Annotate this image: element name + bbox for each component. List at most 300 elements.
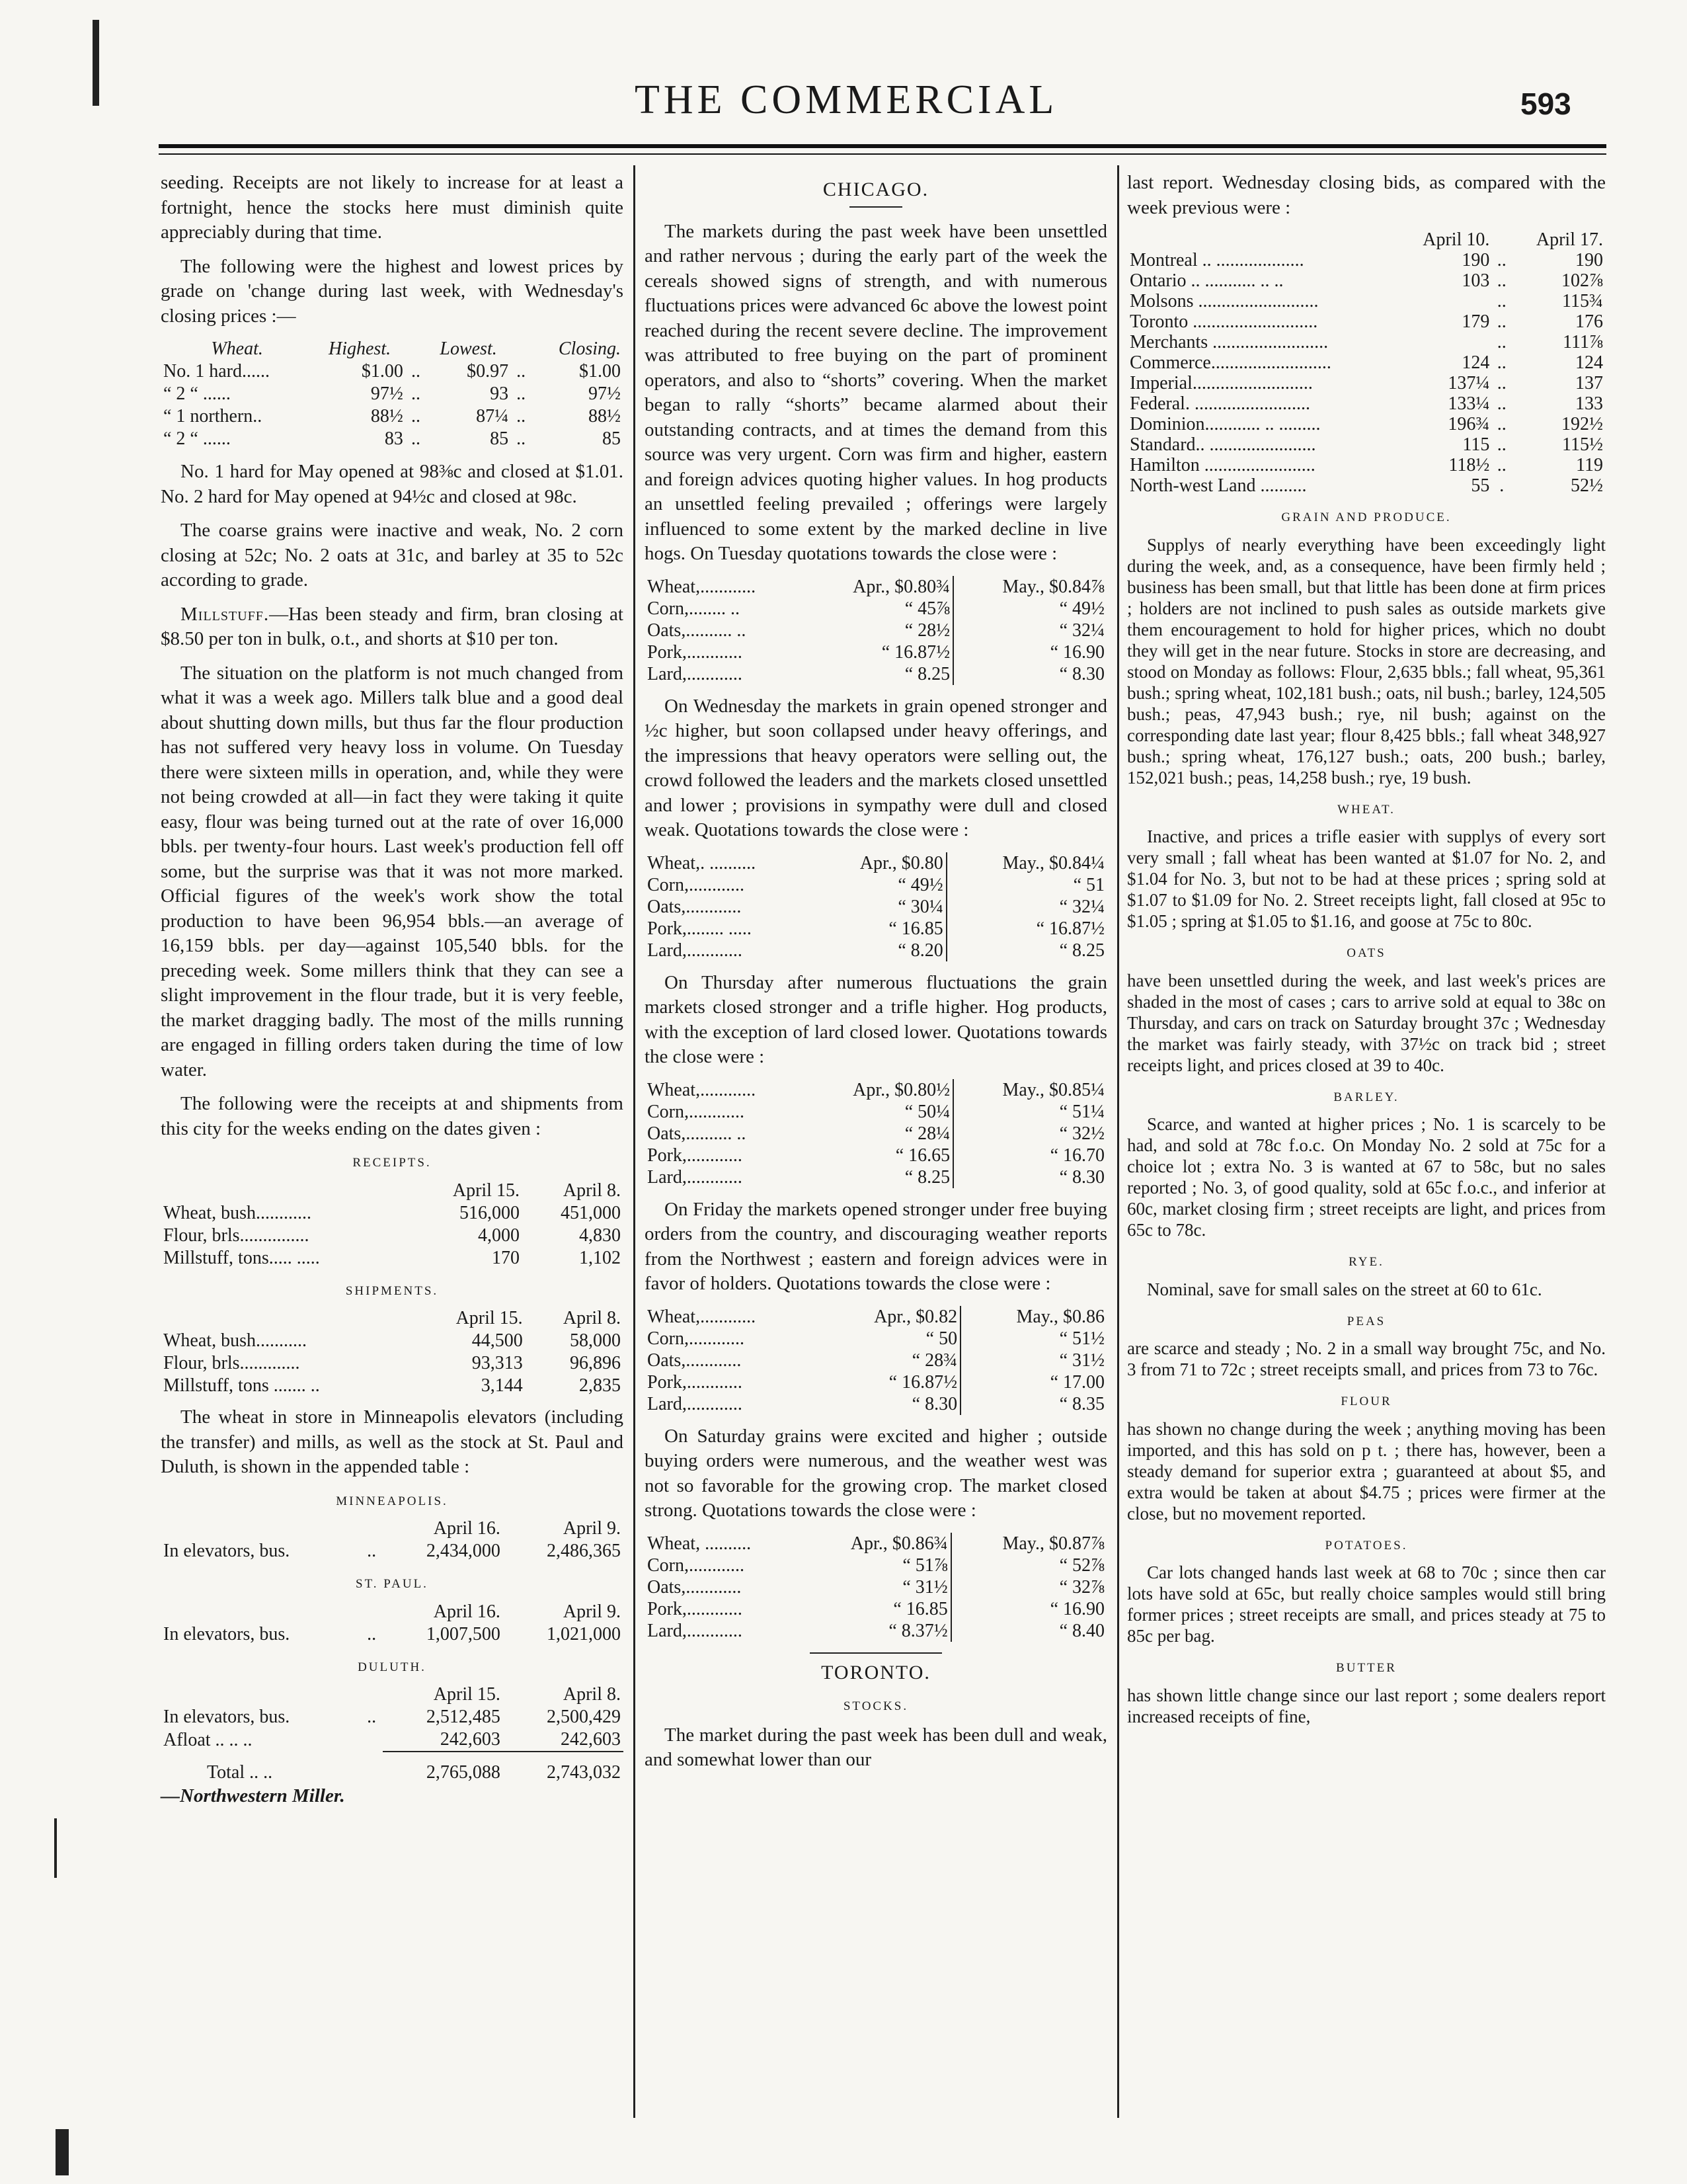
cell: 2,512,485 bbox=[426, 1707, 500, 1727]
paragraph: On Saturday grains were excited and higher ; outside buying orders were numerous, and the weather west was not so favorable for the growing crop. The market closed strong. Quotations towards the close were : bbox=[645, 1425, 1107, 1521]
cell: Apr., $0.86¾ bbox=[850, 1533, 948, 1554]
cell: .. bbox=[1497, 270, 1507, 291]
cell: .. bbox=[1497, 434, 1507, 455]
cell: 83 bbox=[384, 428, 403, 449]
cell: 85 bbox=[602, 428, 621, 449]
cell bbox=[360, 1728, 382, 1752]
paragraph: last report. Wednesday closing bids, as compared with the week previous were : bbox=[1127, 172, 1606, 218]
cell: “ 2 “ ...... bbox=[163, 428, 231, 449]
table-row bbox=[161, 1623, 623, 1646]
cell: Wheat,............ bbox=[647, 1306, 756, 1327]
header-rule-thin bbox=[159, 153, 1606, 155]
column-header: April 9. bbox=[563, 1518, 621, 1539]
cell: “ 51¼ bbox=[953, 1101, 1107, 1123]
cell: “ 17.00 bbox=[961, 1371, 1107, 1393]
paragraph: On Thursday after numerous fluctuations the grain markets closed stronger and a trifle higher. Hog products, with the exception of lard closed lower. Quotations towards the close were : bbox=[645, 971, 1107, 1067]
st-paul-title: ST. PAUL. bbox=[356, 1577, 428, 1591]
column-header: April 16. bbox=[433, 1601, 500, 1622]
column-header: April 8. bbox=[563, 1180, 621, 1201]
table-row bbox=[1127, 352, 1606, 373]
cell: “ 28¼ bbox=[904, 1123, 951, 1144]
column-header: Lowest. bbox=[440, 339, 497, 359]
total-row bbox=[161, 1752, 623, 1784]
cell: “ 16.87½ bbox=[947, 918, 1107, 940]
table-row bbox=[161, 1247, 623, 1270]
cell: “ 52⅞ bbox=[951, 1555, 1107, 1576]
cell: Oats,............ bbox=[647, 1350, 742, 1371]
paragraph: Inactive, and prices a trifle easier with supplys of every sort very small ; fall wheat has been wanted at $1.07 for No. 2, and $1.04 for No. 3, but not to be had at these prices ; spring sold at $1.07 to $1.09 for No. 2. Street receipts light, fall closed at 95c to $1.05 ; spring at $1.05 to $1.16, and goose at 75c to 80c. bbox=[1127, 827, 1606, 931]
cell: Pork,............ bbox=[647, 1598, 742, 1619]
cell: 115¾ bbox=[1562, 291, 1603, 311]
cell: 97½ bbox=[588, 384, 621, 404]
column-2 bbox=[645, 171, 1107, 1782]
column-header: April 8. bbox=[563, 1308, 621, 1328]
duluth-table bbox=[161, 1683, 623, 1784]
table-row bbox=[161, 383, 623, 405]
duluth-title: DULUTH. bbox=[358, 1660, 426, 1674]
cell: “ 28¾ bbox=[912, 1350, 958, 1371]
cell: Pork,............ bbox=[647, 641, 742, 663]
cell: 196¾ bbox=[1448, 414, 1490, 434]
cell: Imperial.......................... bbox=[1130, 373, 1313, 393]
paragraph: has shown little change since our last report ; some dealers report increased receipts of fine, bbox=[1127, 1685, 1606, 1726]
column-header: April 16. bbox=[433, 1518, 500, 1539]
quote-table-wednesday bbox=[645, 852, 1107, 961]
cell: .. bbox=[1497, 352, 1507, 373]
table-row bbox=[645, 598, 1107, 620]
cell: “ 32½ bbox=[953, 1123, 1107, 1145]
table-row bbox=[161, 1330, 623, 1352]
column-header: April 15. bbox=[452, 1180, 520, 1201]
cell: $1.00 bbox=[361, 361, 403, 382]
table-row bbox=[645, 874, 1107, 896]
cell: 4,830 bbox=[579, 1225, 621, 1246]
column-1 bbox=[161, 171, 623, 1809]
table-row bbox=[1127, 373, 1606, 393]
shipments-table bbox=[161, 1307, 623, 1397]
cell: Wheat,............ bbox=[647, 1079, 756, 1100]
cell: “ 16.70 bbox=[953, 1145, 1107, 1166]
paragraph: The market during the past week has been dull and weak, and somewhat lower than our bbox=[645, 1724, 1107, 1770]
cell: 119 bbox=[1576, 455, 1603, 475]
table-row bbox=[161, 1540, 623, 1562]
table-row bbox=[645, 1620, 1107, 1642]
cell: .. bbox=[411, 428, 420, 449]
table-row bbox=[645, 1393, 1107, 1415]
cell: Flour, brls............... bbox=[163, 1225, 309, 1246]
butter-title: BUTTER bbox=[1336, 1661, 1397, 1675]
cell: 137¼ bbox=[1448, 373, 1490, 393]
cell: “ 8.30 bbox=[953, 663, 1107, 685]
title-rule bbox=[849, 206, 902, 208]
table-row bbox=[161, 1375, 623, 1397]
cell: 192½ bbox=[1561, 414, 1603, 434]
table-row bbox=[161, 428, 623, 450]
table-row bbox=[645, 1576, 1107, 1598]
cell: .. bbox=[411, 384, 420, 404]
cell: Lard,............ bbox=[647, 940, 742, 961]
cell: .. bbox=[367, 1707, 377, 1727]
table-row bbox=[645, 663, 1107, 685]
cell: “ 16.87½ bbox=[881, 641, 951, 663]
cell: Wheat, .......... bbox=[647, 1533, 752, 1554]
cell: .. bbox=[1497, 311, 1507, 332]
cell: 124 bbox=[1462, 352, 1490, 373]
table-row bbox=[645, 576, 1107, 598]
cell: .. bbox=[1497, 291, 1507, 311]
minneapolis-title: MINNEAPOLIS. bbox=[336, 1494, 448, 1508]
cell: Corn,........ .. bbox=[647, 598, 740, 619]
cell: 85 bbox=[490, 428, 509, 449]
table-row bbox=[645, 641, 1107, 663]
rye-title: RYE. bbox=[1349, 1255, 1384, 1269]
cell: $0.97 bbox=[467, 361, 509, 382]
signature: —Northwestern Miller. bbox=[161, 1785, 345, 1806]
cell: “ 8.37½ bbox=[888, 1620, 948, 1641]
cell: “ 2 “ ...... bbox=[163, 384, 231, 404]
cell: “ 8.30 bbox=[912, 1393, 958, 1414]
cell: 93,313 bbox=[471, 1353, 523, 1373]
cell: “ 32¼ bbox=[953, 620, 1107, 641]
cell: .. bbox=[1497, 250, 1507, 270]
paragraph: Supplys of nearly everything have been exceedingly light during the week, and, as a consequence, have been firmly held ; business has been small, but that little has been done at firm prices ; holders are not inclined to push sales as outside markets give them encouragement to hold for higher prices, which no doubt they will get in the near future. Stocks in store are decreasing, and stood on Monday as follows: Flour, 2,635 bbls.; fall wheat, 95,361 bush.; spring wheat, 102,181 bush.; oats, nil bush.; barley, 124,505 bush.; peas, 47,943 bush.; rye, nil bush; against on the corresponding date last year; flour 8,425 bbls.; fall wheat 348,927 bush.; spring wheat, 176,127 bush.; oats, 200 bush.; barley, 152,021 bush.; peas, 14,258 bush.; rye, 19 bush. bbox=[1127, 534, 1606, 788]
cell: 2,765,088 bbox=[426, 1762, 500, 1783]
cell: “ 8.25 bbox=[904, 663, 951, 684]
quote-table-tuesday bbox=[645, 576, 1107, 685]
table-row bbox=[645, 1533, 1107, 1555]
binding-mark-top bbox=[93, 20, 99, 106]
paragraph: The following were the highest and lowest prices by grade on 'change during last week, with Wednesday's closing prices :— bbox=[161, 255, 623, 327]
cell: 115½ bbox=[1562, 434, 1603, 455]
table-row bbox=[645, 1123, 1107, 1145]
cell: Wheat,. .......... bbox=[647, 852, 756, 873]
cell: 55 bbox=[1471, 475, 1490, 496]
table-row bbox=[645, 940, 1107, 961]
cell: “ 49½ bbox=[953, 598, 1107, 620]
cell: Oats,.......... .. bbox=[647, 1123, 746, 1144]
table-row bbox=[161, 1352, 623, 1375]
cell: Wheat, bush........... bbox=[163, 1330, 307, 1351]
table-row bbox=[645, 620, 1107, 641]
cell: Pork,............ bbox=[647, 1145, 742, 1166]
paragraph: have been unsettled during the week, and last week's prices are shaded in the most of cases ; cars to arrive sold at equal to 38c on Thursday, and cars on track on Saturday brought 37c ; Wednesday the market was fairly steady, with 37½c on track bid ; street receipts light, and prices closed at 39 to 40c. bbox=[1127, 970, 1606, 1075]
cell: “ 16.85 bbox=[888, 918, 943, 939]
cell: .. bbox=[1497, 414, 1507, 434]
cell: Standard.. ....................... bbox=[1130, 434, 1316, 455]
cell: 2,486,365 bbox=[547, 1541, 621, 1561]
cell bbox=[1398, 291, 1493, 311]
cell: “ 8.25 bbox=[947, 940, 1107, 961]
flour-title: FLOUR bbox=[1341, 1395, 1392, 1408]
stocks-title: STOCKS. bbox=[843, 1699, 909, 1713]
cell: “ 51 bbox=[947, 874, 1107, 896]
cell: .. bbox=[367, 1623, 377, 1644]
binding-mark-middle bbox=[54, 1818, 57, 1878]
cell: 111⅞ bbox=[1563, 332, 1603, 352]
table-row bbox=[645, 1555, 1107, 1576]
st-paul-table bbox=[161, 1601, 623, 1646]
cell: May., $0.84⅞ bbox=[953, 576, 1107, 598]
potatoes-title: POTATOES. bbox=[1325, 1538, 1408, 1553]
cell: .. bbox=[1497, 393, 1507, 414]
cell: Hamilton ........................ bbox=[1130, 455, 1315, 475]
receipts-table bbox=[161, 1180, 623, 1270]
cell: . bbox=[1499, 475, 1505, 496]
cell: “ 30¼ bbox=[898, 896, 943, 917]
cell: “ 50¼ bbox=[904, 1101, 951, 1122]
cell: 2,434,000 bbox=[426, 1541, 500, 1561]
cell: In elevators, bus. bbox=[163, 1707, 290, 1727]
cell: Montreal .. ................... bbox=[1130, 250, 1304, 270]
cell: 170 bbox=[491, 1247, 520, 1268]
lead-word: Millstuff. bbox=[180, 603, 270, 625]
paragraph: The markets during the past week have been unsettled and rather nervous ; during the early part of the week the cereals showed signs of strength, and with numerous fluctuations prices were advanced 6c above the lowest point reached during the recent severe decline. The improvement was attributed to free buying on the part of prominent operators, and also to “shorts” covering. When the market began to rally “shorts” became alarmed about their outstanding contracts, and at times the demand from this source was very urgent. Corn was firm and higher, eastern and foreign advices quoting higher values. In hog products an unsettled feeling prevailed ; offerings were largely influenced to some extent by the marked decline in live hogs. On Tuesday quotations towards the close were : bbox=[645, 220, 1107, 564]
page-title: THE COMMERCIAL bbox=[635, 77, 1058, 122]
cell: 2,743,032 bbox=[547, 1762, 621, 1783]
receipts-title: RECEIPTS. bbox=[352, 1156, 432, 1170]
paragraph: On Wednesday the markets in grain opened stronger and ½c higher, but soon collapsed under heavy offerings, and the impressions that heavy operators were selling out, the crowd followed the leaders and the markets closed unsettled and lower ; provisions in sympathy were dull and closed weak. Quotations towards the close were : bbox=[645, 695, 1107, 840]
cell: “ 16.90 bbox=[951, 1598, 1107, 1620]
cell: May., $0.84¼ bbox=[947, 852, 1107, 874]
cell: “ 16.87½ bbox=[888, 1371, 958, 1393]
paragraph: On Friday the markets opened stronger under free buying orders from the country, and discouraging weather reports from the Northwest ; eastern and foreign advices were in favor of holders. Quotations towards the close were : bbox=[645, 1198, 1107, 1294]
peas-title: PEAS bbox=[1347, 1314, 1386, 1328]
cell: Lard,............ bbox=[647, 1393, 742, 1414]
wheat-title: WHEAT. bbox=[1337, 802, 1395, 817]
cell: 124 bbox=[1575, 352, 1603, 373]
cell: “ 16.65 bbox=[895, 1145, 951, 1166]
column-divider-2 bbox=[1117, 165, 1119, 2118]
paragraph-body: —Has been steady and firm, bran closing at $8.50 per ton in bulk, o.t., and shorts at $10 per ton. bbox=[161, 603, 623, 649]
cell: Ontario .. ........... .. .. bbox=[1130, 270, 1284, 291]
paragraph: are scarce and steady ; No. 2 in a small way brought 75c, and No. 3 from 71 to 72c ; street receipts small, and prices from 73 to 76c. bbox=[1127, 1338, 1606, 1379]
column-divider-1 bbox=[633, 165, 635, 2118]
table-row bbox=[161, 1728, 623, 1752]
cell: May., $0.85¼ bbox=[953, 1079, 1107, 1101]
page-number: 593 bbox=[1520, 87, 1571, 121]
cell: Oats,............ bbox=[647, 896, 742, 917]
cell: 103 bbox=[1462, 270, 1490, 291]
minneapolis-table bbox=[161, 1517, 623, 1562]
cell: .. bbox=[1497, 332, 1507, 352]
cell bbox=[1398, 332, 1493, 352]
cell: “ 16.90 bbox=[953, 641, 1107, 663]
paragraph: Nominal, save for small sales on the street at 60 to 61c. bbox=[1147, 1279, 1542, 1299]
cell: 58,000 bbox=[570, 1330, 621, 1351]
table-row bbox=[645, 896, 1107, 918]
paragraph: Car lots changed hands last week at 68 to 70c ; since then car lots have sold at 65c, but really choice samples would still bring former prices ; street receipts are small, and prices steady at 75 to 85c per bag. bbox=[1127, 1562, 1606, 1646]
table-row bbox=[645, 1350, 1107, 1371]
table-row bbox=[645, 1371, 1107, 1393]
cell: .. bbox=[516, 384, 526, 404]
cell: 102⅞ bbox=[1561, 270, 1603, 291]
cell: Apr., $0.80½ bbox=[853, 1079, 951, 1100]
price-table bbox=[161, 338, 623, 450]
cell: Merchants ......................... bbox=[1130, 332, 1329, 352]
column-header: Highest. bbox=[329, 339, 391, 359]
cell: 2,835 bbox=[579, 1375, 621, 1396]
table-row bbox=[1127, 291, 1606, 311]
cell: 242,603 bbox=[383, 1728, 503, 1752]
cell: .. bbox=[1497, 373, 1507, 393]
cell: 88½ bbox=[588, 406, 621, 426]
cell: Oats,............ bbox=[647, 1576, 742, 1598]
cell: “ 45⅞ bbox=[904, 598, 951, 619]
cell: 190 bbox=[1462, 250, 1490, 270]
cell: $1.00 bbox=[579, 361, 621, 382]
cell: “ 32¼ bbox=[947, 896, 1107, 918]
table-row bbox=[161, 405, 623, 428]
column-header: Wheat. bbox=[211, 339, 263, 359]
cell: Commerce.......................... bbox=[1130, 352, 1331, 373]
cell: 88½ bbox=[370, 406, 403, 426]
column-header: April 15. bbox=[433, 1684, 500, 1705]
table-row bbox=[1127, 332, 1606, 352]
cell: Apr., $0.82 bbox=[874, 1306, 958, 1327]
cell: Flour, brls............. bbox=[163, 1353, 300, 1373]
binding-mark-bottom bbox=[56, 2129, 69, 2175]
table-row bbox=[645, 1598, 1107, 1620]
paragraph: The following were the receipts at and shipments from this city for the weeks ending on the dates given : bbox=[161, 1093, 623, 1139]
cell: 4,000 bbox=[477, 1225, 520, 1246]
cell: 3,144 bbox=[481, 1375, 523, 1396]
cell: “ 51½ bbox=[961, 1328, 1107, 1350]
cell: 96,896 bbox=[570, 1353, 621, 1373]
paragraph: The wheat in store in Minneapolis elevators (including the transfer) and mills, as well as the stock at St. Paul and Duluth, is shown in the appended table : bbox=[161, 1406, 623, 1477]
column-header: April 10. bbox=[1423, 229, 1490, 250]
section-title-toronto: TORONTO. bbox=[821, 1661, 931, 1683]
table-row bbox=[1127, 270, 1606, 291]
table-row bbox=[645, 1145, 1107, 1166]
cell: 97½ bbox=[370, 384, 403, 404]
cell: 87¼ bbox=[476, 406, 509, 426]
bank-stock-table bbox=[1127, 229, 1606, 496]
cell: Molsons .......................... bbox=[1130, 291, 1319, 311]
cell: 44,500 bbox=[471, 1330, 523, 1351]
table-row bbox=[645, 1306, 1107, 1328]
cell: 133¼ bbox=[1448, 393, 1490, 414]
table-row bbox=[1127, 414, 1606, 434]
cell: “ 8.30 bbox=[953, 1166, 1107, 1188]
cell: 1,021,000 bbox=[547, 1623, 621, 1644]
cell: 137 bbox=[1575, 373, 1603, 393]
cell: Apr., $0.80 bbox=[859, 852, 943, 873]
cell: 93 bbox=[490, 384, 509, 404]
cell: .. bbox=[516, 428, 526, 449]
cell: “ 51⅞ bbox=[902, 1555, 948, 1576]
cell: “ 8.20 bbox=[898, 940, 943, 961]
column-header: April 15. bbox=[455, 1308, 523, 1328]
cell: Federal. ......................... bbox=[1130, 393, 1310, 414]
cell: 242,603 bbox=[503, 1728, 623, 1752]
table-row bbox=[645, 918, 1107, 940]
grain-title: GRAIN AND PRODUCE. bbox=[1281, 510, 1452, 524]
cell: 118½ bbox=[1448, 455, 1490, 475]
table-row bbox=[1127, 393, 1606, 414]
table-row bbox=[1127, 475, 1606, 496]
cell: “ 8.25 bbox=[904, 1166, 951, 1188]
shipments-title: SHIPMENTS. bbox=[345, 1283, 439, 1298]
paragraph: The coarse grains were inactive and weak, No. 2 corn closing at 52c; No. 2 oats at 31c, and barley at 35 to 52c according to grade. bbox=[161, 520, 623, 590]
paragraph: Scarce, and wanted at higher prices ; No. 1 is scarcely to be had, and sold at 78c f.o.c. On Monday No. 2 sold at 75c for a choice lot ; extra No. 3 is wanted at 67 to 58c, but no sales reported ; No. 3, of good quality, sold at 65c f.o.c., and inferior at 60c, market closing firm ; street receipts are light, and prices from 65c to 78c. bbox=[1127, 1114, 1606, 1240]
table-row bbox=[1127, 434, 1606, 455]
column-header: Closing. bbox=[558, 339, 621, 359]
cell: Lard,............ bbox=[647, 1166, 742, 1188]
cell: Pork,............ bbox=[647, 1371, 742, 1393]
cell: 1,102 bbox=[579, 1247, 621, 1268]
cell: 516,000 bbox=[459, 1202, 520, 1223]
cell: North-west Land .......... bbox=[1130, 475, 1307, 496]
cell: “ 49½ bbox=[898, 874, 943, 895]
cell: Corn,............ bbox=[647, 1101, 744, 1122]
table-row bbox=[161, 1706, 623, 1728]
cell: 52½ bbox=[1571, 475, 1603, 496]
cell: In elevators, bus. bbox=[163, 1541, 290, 1561]
cell: May., $0.86 bbox=[961, 1306, 1107, 1328]
cell: .. bbox=[411, 406, 420, 426]
paragraph: No. 1 hard for May opened at 98⅜c and closed at $1.01. No. 2 hard for May opened at 94½c and closed at 98c. bbox=[161, 461, 623, 507]
cell: Wheat,............ bbox=[647, 576, 756, 597]
cell: Toronto ........................... bbox=[1130, 311, 1318, 332]
table-row bbox=[1127, 455, 1606, 475]
cell: 133 bbox=[1575, 393, 1603, 414]
cell: 115 bbox=[1462, 434, 1490, 455]
cell: “ 50 bbox=[925, 1328, 958, 1349]
cell: 451,000 bbox=[561, 1202, 621, 1223]
table-row bbox=[645, 1328, 1107, 1350]
cell: 179 bbox=[1462, 311, 1490, 332]
section-title-chicago: CHICAGO. bbox=[822, 179, 929, 200]
cell: Afloat .. .. .. bbox=[163, 1729, 253, 1750]
header-rule-thick bbox=[159, 144, 1606, 148]
cell: Corn,............ bbox=[647, 1555, 744, 1576]
paragraph: seeding. Receipts are not likely to increase for at least a fortnight, hence the stocks here must diminish quite appreciably during that time. bbox=[161, 172, 623, 243]
paragraph: has shown no change during the week ; anything moving has been imported, and this has sold on p t. ; there has, however, been a steady demand for superior extra ; guaranteed at about $5, and extra would be taken at about $4.75 ; prices were firmer at the close, but no movement reported. bbox=[1127, 1418, 1606, 1523]
table-row bbox=[645, 1079, 1107, 1101]
cell: Corn,............ bbox=[647, 874, 744, 895]
cell: Wheat, bush............ bbox=[163, 1202, 311, 1223]
cell: Dominion............ .. ......... bbox=[1130, 414, 1321, 434]
cell: “ 8.40 bbox=[951, 1620, 1107, 1642]
paragraph: The situation on the platform is not much changed from what it was a week ago. Millers talk blue and a good deal about shutting down mills, but thus far the flour production has not suffered very heavy loss in volume. On Tuesday there were sixteen mills in operation, and, while they were not being crowded at all—in fact they were taking it quite easy, flour was being turned out at the rate of over 16,000 bbls. per twenty-four hours. Last week's production fell off some, but the surprise was that it was not more marked. Official figures of the week's work show the total production to have been 96,954 bbls.—an average of 16,159 bbls. per day—against 105,540 bbls. for the preceding week. Some millers think that they can see a slight improvement in the flour trade, but it is very feeble, the market dragging badly. The most of the mills running are engaged in filling orders taken during the time of low water. bbox=[161, 662, 623, 1080]
cell: “ 28½ bbox=[904, 620, 951, 641]
table-row bbox=[161, 360, 623, 383]
column-3 bbox=[1127, 171, 1606, 1736]
cell: Corn,............ bbox=[647, 1328, 744, 1349]
cell: 190 bbox=[1575, 250, 1603, 270]
cell: Lard,............ bbox=[647, 663, 742, 684]
cell: .. bbox=[367, 1541, 377, 1561]
oats-title: OATS bbox=[1347, 946, 1386, 960]
cell: Pork,........ ..... bbox=[647, 918, 752, 939]
cell: Total .. .. bbox=[207, 1761, 273, 1783]
cell: .. bbox=[411, 361, 420, 382]
cell: Millstuff, tons ....... .. bbox=[163, 1375, 320, 1396]
paragraph bbox=[161, 602, 623, 652]
cell: May., $0.87⅞ bbox=[951, 1533, 1107, 1555]
column-header: April 17. bbox=[1536, 229, 1603, 250]
cell: .. bbox=[1497, 455, 1507, 475]
table-row bbox=[645, 852, 1107, 874]
cell: “ 31½ bbox=[902, 1576, 948, 1598]
table-row bbox=[161, 1202, 623, 1225]
cell: No. 1 hard...... bbox=[163, 361, 270, 382]
cell: “ 1 northern.. bbox=[163, 406, 262, 426]
cell: “ 8.35 bbox=[961, 1393, 1107, 1415]
cell: “ 32⅞ bbox=[951, 1576, 1107, 1598]
cell: “ 16.85 bbox=[893, 1598, 948, 1619]
quote-table-friday bbox=[645, 1306, 1107, 1415]
